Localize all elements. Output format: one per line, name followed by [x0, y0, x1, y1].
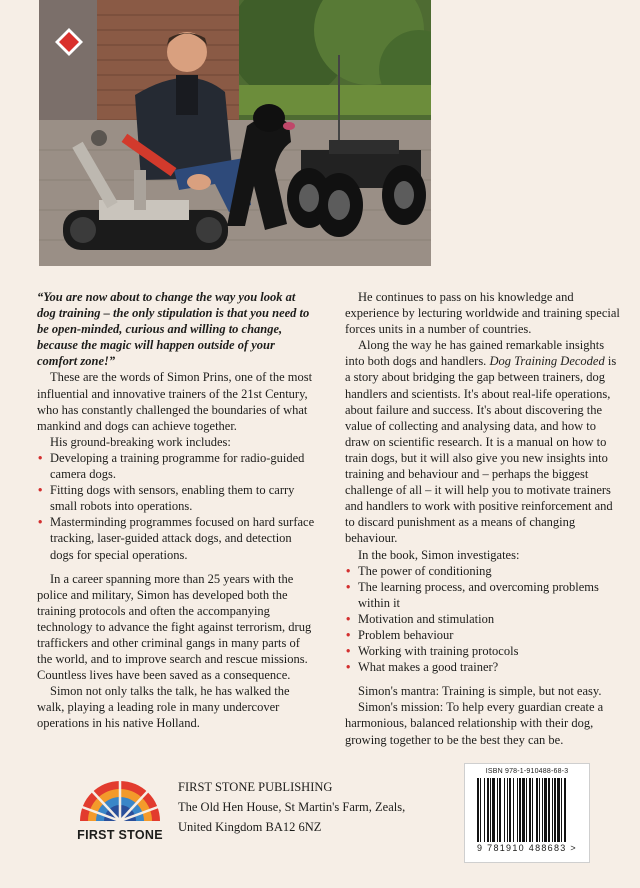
bullet-icon: •	[346, 660, 351, 675]
rainbow-logo-icon	[74, 777, 166, 821]
list-item	[345, 563, 622, 579]
work-list	[37, 450, 315, 563]
mantra-paragraph: Simon's mantra: Training is simple, but not easy.	[358, 684, 602, 699]
publisher-address-line1: The Old Hen House, St Martin's Farm, Zeals,	[178, 800, 406, 814]
investigates-list	[345, 563, 622, 676]
list-item	[37, 482, 315, 514]
list-item	[345, 627, 622, 643]
career-paragraph: In a career spanning more than 25 years with the police and military, Simon has developed both the training protocols and often the accompanying technology to advance the fight against terrorism, drug traffickers and other criminal gangs in many parts of the world, and to improve search and rescue missions. Countless lives have been saved as a consequence.	[37, 571, 312, 683]
logo-text: FIRST STONE	[77, 828, 163, 842]
list-item-text: Masterminding programmes focused on hard surface tracking, laser-guided attack dogs, and detection dogs for special operations.	[50, 515, 315, 562]
list-item-text: Motivation and stimulation	[358, 611, 495, 626]
list-item-text: What makes a good trainer?	[358, 660, 499, 675]
right-column	[345, 289, 622, 748]
work-intro: His ground-breaking work includes:	[50, 434, 231, 449]
mission-paragraph: Simon's mission: To help every guardian create a harmonious, balanced relationship with their dog, growing together to be the best they can be.	[345, 700, 604, 747]
bullet-icon: •	[38, 515, 43, 530]
book-title: Dog Training Decoded	[489, 354, 605, 369]
list-item-text: Developing a training programme for radio-guided camera dogs.	[50, 450, 305, 482]
opening-quote: “You are now about to change the way you look at dog training – the only stipulation is that you need to be open-minded, curious and willing to change, because the magic will happen outside of your comfort zone!”	[37, 290, 310, 369]
publisher-name: FIRST STONE PUBLISHING	[178, 780, 333, 794]
publisher-logo	[74, 777, 166, 842]
list-item-text: The learning process, and overcoming problems within it	[358, 579, 599, 610]
list-item	[37, 514, 315, 562]
bullet-icon: •	[38, 450, 43, 465]
list-item	[345, 579, 622, 611]
cover-photo	[39, 0, 431, 266]
publisher-address-line2: United Kingdom BA12 6NZ	[178, 820, 322, 834]
list-item-text: Fitting dogs with sensors, enabling them to carry small robots into operations.	[50, 483, 295, 514]
walk-paragraph: Simon not only talks the talk, he has walked the walk, playing a leading role in many undercover operations in his native Holland.	[37, 684, 290, 731]
insights-text-end: is a story about bridging the gap between trainers, dog handlers and scientists. It's about real-life operations, about failure and success. It's about discovering the value of collecting and analysing data, and how to draw on scientific research. It is a manual on how to train dogs, but it will also give you new insights into training and behaviour and – perhaps the biggest challenge of all – it will help you to motivate trainers and handlers to work with positive reinforcement and to discard punishment as a means of changing behaviour.	[345, 354, 617, 546]
insights-paragraph	[345, 337, 622, 546]
list-item	[37, 450, 315, 482]
photo-man-dog-robots-icon	[39, 0, 431, 266]
list-item	[345, 643, 622, 659]
investigates-intro: In the book, Simon investigates:	[358, 547, 520, 562]
bullet-icon: •	[346, 627, 351, 642]
continues-paragraph: He continues to pass on his knowledge and experience by lecturing worldwide and training special forces units in a number of countries.	[345, 290, 620, 337]
left-column	[37, 289, 315, 732]
list-item-text: Working with training protocols	[358, 644, 519, 659]
list-item-text: Problem behaviour	[358, 627, 454, 642]
bullet-icon: •	[38, 483, 43, 498]
bullet-icon: •	[346, 579, 351, 594]
list-item-text: The power of conditioning	[358, 563, 492, 578]
insights-text-start: Along the way he has gained remarkable insights into both dogs and handlers.	[345, 338, 605, 369]
list-item	[345, 611, 622, 627]
barcode-bars-icon	[475, 778, 579, 842]
isbn-label: ISBN 978-1-910488-68-3	[485, 768, 569, 775]
list-item	[345, 659, 622, 675]
bullet-icon: •	[346, 644, 351, 659]
intro-paragraph: These are the words of Simon Prins, one of the most influential and innovative trainers of the 21st Century, who has constantly challenged the boundaries of what mankind and dogs can achieve together.	[37, 370, 313, 433]
bullet-icon: •	[346, 563, 351, 578]
isbn-digits: 9 781910 488683 >	[477, 843, 577, 853]
bullet-icon: •	[346, 611, 351, 626]
barcode	[464, 763, 590, 863]
publisher-info	[178, 777, 405, 837]
